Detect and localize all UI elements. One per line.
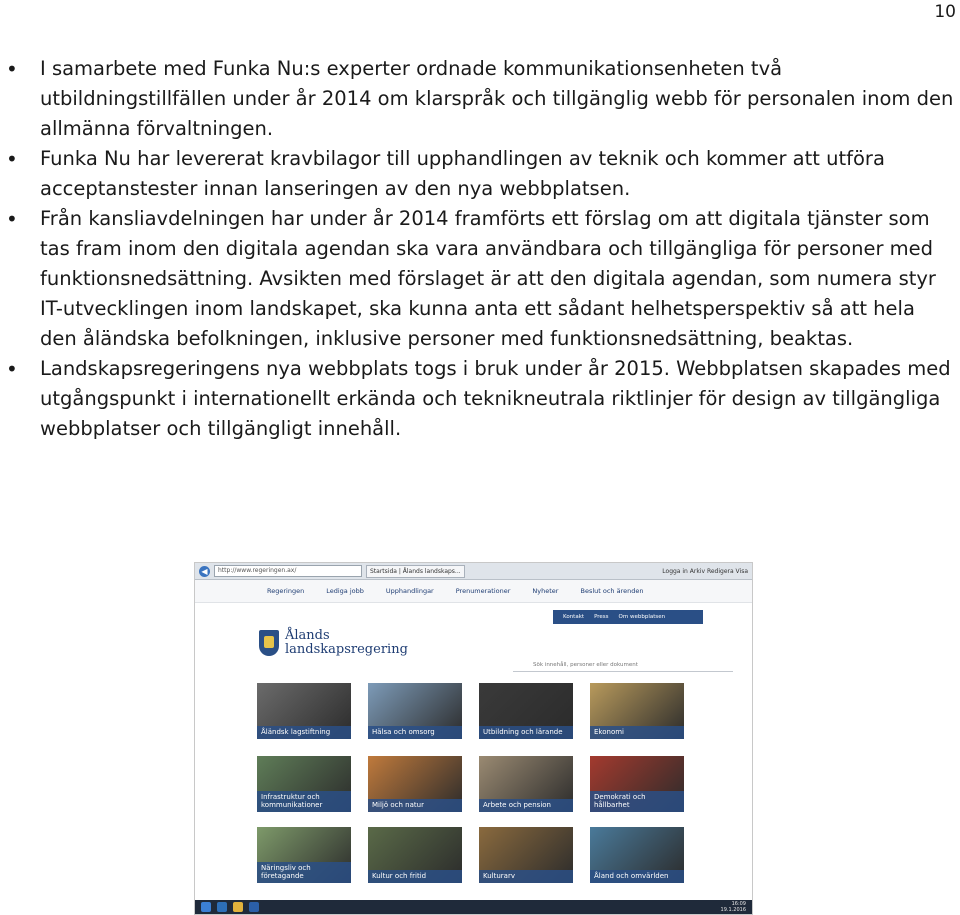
address-bar: http://www.regeringen.ax/ [214,565,362,577]
site-search-field: Sök innehåll, personer eller dokument [513,659,733,672]
site-subnavigation [553,610,703,624]
bullet-item: • Från kansliavdelningen har under år 2014 framförts ett förslag om att digitala tjänster som tas fram inom den digitala agendan ska vara användbara och tillgängliga för personer med funktionsnedsättning. Avsikten med förslaget är att den digitala agendan, som numera styr IT-utvecklingen inom landskapet, ska kunna anta ett sådant helhetsperspektiv så att hela den åländska befolkningen, inklusive personer med funktionsnedsättning, beaktas. [0,204,960,354]
browser-toolbar [195,563,752,580]
folder-icon [233,902,243,912]
category-tile [368,827,462,883]
category-tile-label: Miljö och natur [368,799,462,812]
category-tile [257,683,351,739]
nav-item: Regeringen [267,587,305,595]
website-screenshot [194,562,753,915]
start-icon [201,902,211,912]
category-tile-label: Utbildning och lärande [479,726,573,739]
browser-icon [217,902,227,912]
page-number: 10 [934,2,956,22]
clock-date: 19.1.2016 [720,907,746,913]
bullet-item: • I samarbete med Funka Nu:s experter ordnade kommunikationsenheten två utbildningstillfällen under år 2014 om klarspråk och tillgänglig webb för personalen inom den allmänna förvaltningen. [0,54,960,144]
subnav-item: Om webbplatsen [618,614,666,620]
category-tile-label: Kulturarv [479,870,573,883]
category-tile-label: Arbete och pension [479,799,573,812]
clock-time: 16:09 [731,901,746,907]
category-tile [479,827,573,883]
category-tile [590,756,684,812]
nav-item: Beslut och ärenden [580,587,644,595]
category-tile-label: Demokrati och hållbarhet [590,791,684,812]
category-tile [479,683,573,739]
category-tile-label: Näringsliv och företagande [257,862,351,883]
logo-line: landskapsregering [285,642,408,657]
nav-item: Upphandlingar [385,587,434,595]
site-logo [259,629,408,657]
category-tile [368,756,462,812]
bullet-item: • Funka Nu har levererat kravbilagor till upphandlingen av teknik och kommer att utföra acceptanstester innan lanseringen av den nya webbplatsen. [0,144,960,204]
category-tile [257,827,351,883]
subnav-item: Kontakt [563,614,585,620]
nav-item: Prenumerationer [455,587,511,595]
taskbar-clock [721,901,746,913]
nav-item: Nyheter [532,587,559,595]
category-tile-label: Ekonomi [590,726,684,739]
logo-line: Ålands [285,628,330,643]
category-tile-label: Åland och omvärlden [590,870,684,883]
category-tile-label: Hälsa och omsorg [368,726,462,739]
word-icon [249,902,259,912]
browser-tab: Startsida | Ålands landskaps... [366,565,465,578]
back-icon: ◀ [199,566,210,577]
nav-item: Lediga jobb [326,587,364,595]
category-tile [590,683,684,739]
taskbar [195,900,752,914]
category-tile [368,683,462,739]
subnav-item: Press [594,614,609,620]
category-tile-label: Åländsk lagstiftning [257,726,351,739]
bullet-list [0,54,960,444]
category-tile-label: Infrastruktur och kommunikationer [257,791,351,812]
bullet-item: • Landskapsregeringens nya webbplats togs i bruk under år 2015. Webbplatsen skapades med utgångspunkt i internationellt erkända och teknikneutrala riktlinjer för design av tillgängliga webbplatser och tillgängligt innehåll. [0,354,960,444]
category-tile [257,756,351,812]
category-tile [479,756,573,812]
browser-menu: Logga in Arkiv Redigera Visa [662,567,748,575]
site-navigation [195,580,752,603]
coat-of-arms-icon [259,630,279,656]
category-tile-label: Kultur och fritid [368,870,462,883]
category-tile [590,827,684,883]
